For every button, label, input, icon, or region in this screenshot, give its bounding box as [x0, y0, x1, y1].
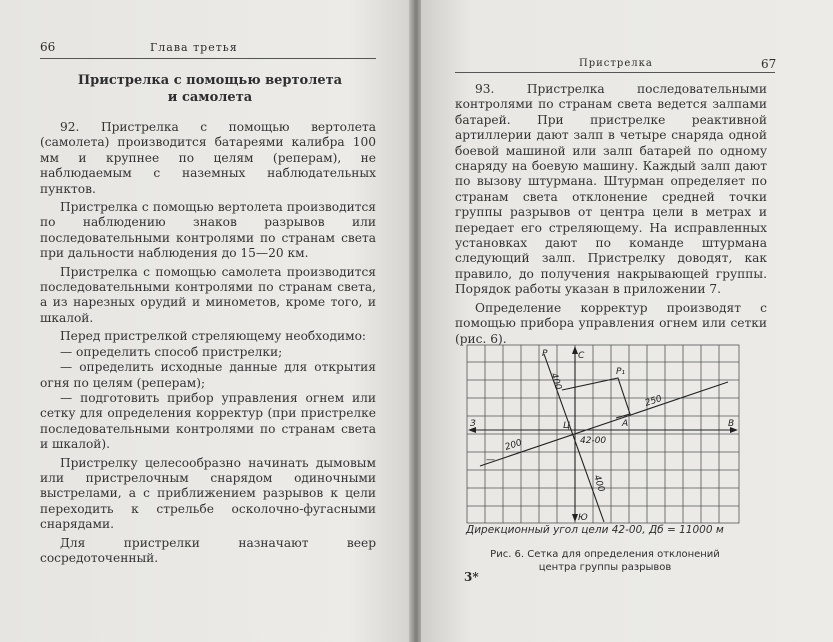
figure-caption [455, 548, 755, 574]
figure-caption-line1: Рис. 6. Сетка для определения отклонений [490, 549, 720, 560]
signature-mark: 3* [464, 570, 479, 584]
label-south: Ю [578, 513, 588, 523]
target-direction-line [480, 382, 728, 466]
left-header-rule [40, 58, 376, 59]
paragraph: 92. Пристрелка с помощью вертолета (самолета) производится батареями калибра 100 мм и крупнее по целям (реперам), не наблюдаемым с наземных наблюдательных пунктов. [40, 120, 376, 196]
right-header-rule [455, 72, 775, 73]
right-page-number: 67 [761, 57, 777, 71]
label-dist-left: 200 [503, 438, 524, 453]
right-running-header: Пристрелка [579, 58, 653, 69]
figure-caption-line2: центра группы разрывов [538, 562, 672, 573]
list-item: — определить исходные данные для открытия огня по целям (реперам); [40, 360, 376, 390]
left-body-text [40, 120, 376, 566]
section-title [50, 72, 370, 106]
section-title-line1: Пристрелка с помощью вертолета [77, 73, 343, 88]
label-north: С [578, 351, 585, 361]
label-dist-bottom: 400 [591, 473, 606, 494]
label-dist-top: 400 [548, 371, 563, 392]
list-item: — определить способ пристрелки; [60, 344, 283, 359]
figure-note: Дирекционный угол цели 42-00, Дб = 11000 м [466, 524, 724, 536]
label-minus: — [486, 455, 495, 465]
paragraph: Пристрелка с помощью самолета производится последовательными контролями по странам света, а из нарезных орудий и минометов, кроме того, и шкалой. [40, 264, 376, 325]
right-body-text [455, 82, 767, 347]
label-point-p1: Р₁ [616, 367, 626, 377]
label-p: Р [542, 349, 548, 359]
grid-lines [467, 345, 739, 523]
label-west: З [470, 419, 476, 429]
section-title-line2: и самолета [167, 90, 253, 105]
deviation-grid-figure [466, 344, 740, 526]
label-center: Ц [563, 421, 570, 431]
label-east: В [728, 419, 735, 429]
paragraph: 93. Пристрелка последовательными контролями по странам света ведется залпами батарей. При пристрелке реактивной артиллерии дают залп в четыре снаряда одной боевой машиной или залп батарей по одному снаряду на боевую машину. Каждый залп дают по вызову штурмана. Штурман определяет по странам света отклонение средней точки группы разрывов от центра цели в метрах и передает его стреляющему. На исправленных установках дают по команде штурмана следующий залп. Пристрелку доводят, как правило, до получения накрывающей группы. Порядок работы указан в приложении 7. [455, 82, 767, 297]
label-point-a: А [622, 419, 629, 429]
left-page-number: 66 [40, 40, 56, 54]
left-running-header: Глава третья [150, 41, 238, 54]
label-dist-right: 250 [643, 394, 664, 409]
label-angle: 42-00 [580, 436, 607, 446]
paragraph: Пристрелку целесообразно начинать дымовым или пристрелочным снарядом одиночными выстрелами, а с приближением разрывов к цели переходить к стрельбе осколочно-фугасными снарядами. [40, 455, 376, 532]
paragraph: Для пристрелки назначают веер сосредоточенный. [40, 535, 376, 565]
paragraph: Определение корректур производят с помощью прибора управления огнем или сетки (рис. 6). [455, 300, 767, 346]
list-item: — подготовить прибор управления огнем или сетку для определения корректур (при пристрелке последовательными контролями по странам света и шкалой). [40, 390, 376, 452]
paragraph: Перед пристрелкой стреляющему необходимо: [60, 329, 367, 344]
left-page [0, 0, 412, 642]
paragraph: Пристрелка с помощью вертолета производится по наблюдению знаков разрывов или последовательными контролями по странам света при дальности наблюдения до 15—20 км. [40, 200, 376, 261]
